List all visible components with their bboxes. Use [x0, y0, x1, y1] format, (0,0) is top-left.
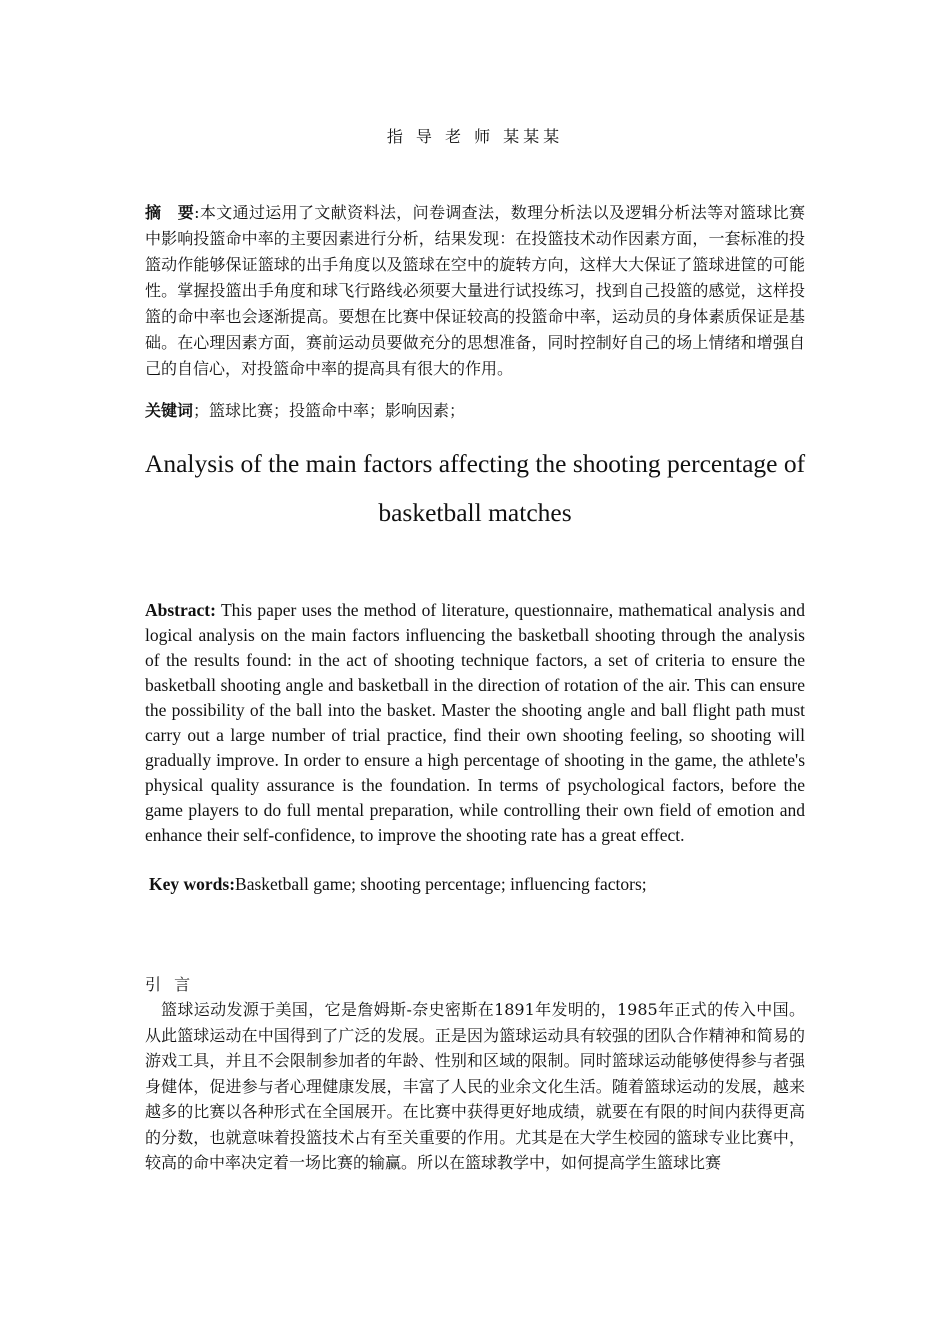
english-abstract-label: Abstract:: [145, 600, 216, 620]
chinese-abstract-label: 摘 要: [145, 203, 195, 222]
english-title-line-2: basketball matches: [378, 498, 572, 527]
introduction-heading: 引 言: [145, 975, 195, 994]
chinese-abstract: [145, 200, 805, 382]
advisor-line: 指 导 老 师 某某某: [386, 127, 564, 146]
english-title-line-1: Analysis of the main factors affecting the shooting percentage of: [144, 449, 806, 478]
english-keywords-text: Basketball game; shooting percentage; influencing factors;: [235, 874, 647, 894]
english-abstract: [145, 598, 805, 848]
chinese-keywords-text: ；篮球比赛；投篮命中率；影响因素；: [193, 401, 466, 420]
english-keywords: [149, 872, 809, 897]
chinese-keywords-label: 关键词: [145, 401, 194, 420]
english-keywords-label: Key words:: [149, 874, 236, 894]
introduction-body: 篮球运动发源于美国，它是詹姆斯-奈史密斯在1891年发明的，1985年正式的传入中国。从此篮球运动在中国得到了广泛的发展。正是因为篮球运动具有较强的团队合作精神和简易的游戏工具，并且不会限制参加者的年龄、性别和区域的限制。同时篮球运动能够使得参与者强身健体，促进参与者心理健康发展，丰富了人民的业余文化生活。随着篮球运动的发展，越来越多的比赛以各种形式在全国展开。在比赛中获得更好地成绩，就要在有限的时间内获得更高的分数，也就意味着投篮技术占有至关重要的作用。尤其是在大学生校园的篮球专业比赛中，较高的命中率决定着一场比赛的输赢。所以在篮球教学中，如何提高学生篮球比赛: [145, 1000, 805, 1172]
chinese-abstract-text: :本文通过运用了文献资料法，问卷调查法，数理分析法以及逻辑分析法等对篮球比赛中影响投篮命中率的主要因素进行分析，结果发现：在投篮技术动作因素方面，一套标准的投篮动作能够保证篮球的出手角度以及篮球在空中的旋转方向，这样大大保证了篮球进筐的可能性。掌握投篮出手角度和球飞行路线必须要大量进行试投练习，找到自己投篮的感觉，这样投篮的命中率也会逐渐提高。要想在比赛中保证较高的投篮命中率，运动员的身体素质保证是基础。在心理因素方面，赛前运动员要做充分的思想准备，同时控制好自己的场上情绪和增强自己的自信心，对投篮命中率的提高具有很大的作用。: [145, 203, 805, 378]
english-abstract-text: This paper uses the method of literature, questionnaire, mathematical analysis and logical analysis on the main factors influencing the basketball shooting through the analysis of the results found: in the act of shooting technique factors, a set of criteria to ensure the basketball shooting angle and basketball in the direction of rotation of the air. This can ensure the possibility of the ball into the basket. Master the shooting angle and ball flight path must carry out a large number of trial practice, find their own shooting feeling, so shooting will gradually improve. In order to ensure a high percentage of shooting in the game, the athlete's physical quality assurance is the foundation. In terms of psychological factors, before the game players to do full mental preparation, while controlling their own field of emotion and enhance their self-confidence, to improve the shooting rate has a great effect.: [145, 600, 805, 845]
chinese-keywords: [145, 400, 805, 422]
